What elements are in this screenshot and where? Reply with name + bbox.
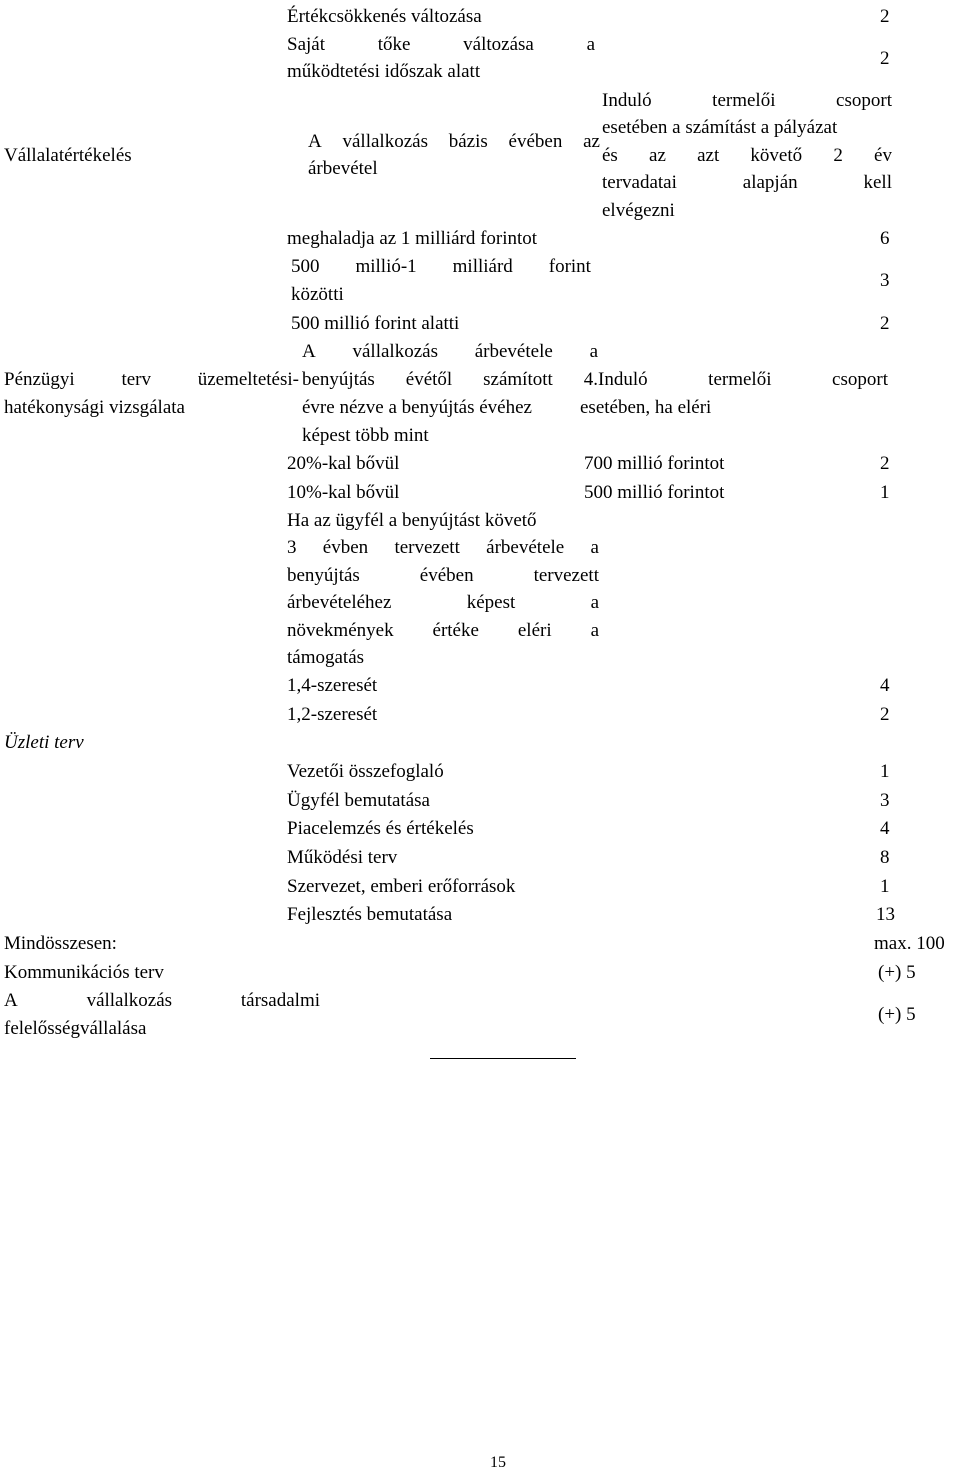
word: növekmények [287, 620, 394, 641]
row-bovul20-score: 2 [880, 453, 890, 474]
word: kell [863, 172, 892, 193]
row-ugyfel-bemutatas-score: 3 [880, 790, 890, 811]
indulo-note-line4 [602, 172, 892, 194]
word: A [308, 131, 322, 152]
total-mindosszesen-value: max. 100 [874, 933, 945, 954]
word: tőke [377, 34, 411, 55]
closing-rule [430, 1058, 576, 1059]
category-penzugyi-line2: hatékonysági vizsgálata [4, 397, 185, 418]
word: millió-1 [355, 256, 417, 277]
row-milliard-felett-score: 6 [880, 228, 890, 249]
word: eléri [517, 620, 552, 641]
word: termelői [708, 369, 772, 390]
word: csoport [832, 369, 888, 390]
word: évétől [405, 369, 453, 390]
indulo-note-line5: elvégezni [602, 200, 675, 221]
word: évben [322, 537, 369, 558]
total-kommunikacios-label: Kommunikációs terv [4, 962, 164, 983]
row-fejlesztes-score: 13 [876, 904, 895, 925]
row-piacelemzes-label: Piacelemzés és értékelés [287, 818, 474, 839]
row-ugyfel-novekmeny-line5 [287, 620, 599, 642]
row-mukodesi-label: Működési terv [287, 847, 398, 868]
word: követő [750, 145, 803, 166]
word: árbevétele [474, 341, 553, 362]
category-penzugyi-line1 [4, 369, 299, 391]
word: terv [121, 369, 151, 390]
word: vállalkozás [342, 131, 428, 152]
row-sajat-toke-line1 [287, 34, 595, 56]
total-tarsadalmi-line1 [4, 990, 320, 1012]
row-szeres12-score: 2 [880, 704, 890, 725]
total-kommunikacios-value: (+) 5 [878, 962, 916, 983]
word: alapján [742, 172, 798, 193]
row-ugyfel-bemutatas-label: Ügyfél bemutatása [287, 790, 430, 811]
row-ugyfel-novekmeny-line1: Ha az ügyfél a benyújtást követő [287, 510, 537, 531]
row-penzugyi-crit-line4: képest több mint [302, 425, 429, 446]
row-vezetoi-score: 1 [880, 761, 890, 782]
row-sajat-toke-score: 2 [880, 48, 890, 69]
word: árbevétele [486, 537, 565, 558]
row-szeres14-score: 4 [880, 675, 890, 696]
row-ugyfel-novekmeny-line4 [287, 592, 599, 614]
word: árbevételéhez [287, 592, 392, 613]
word: és [602, 145, 618, 166]
word: azt [697, 145, 720, 166]
row-szeres14-label: 1,4-szeresét [287, 675, 378, 696]
word: 500 [291, 256, 320, 277]
row-szervezet-label: Szervezet, emberi erőforrások [287, 876, 516, 897]
row-ertekcsokkenes-score: 2 [880, 6, 890, 27]
word: forint [548, 256, 591, 277]
category-vallalatertekeles: Vállalatértékelés [4, 145, 132, 166]
word: a [590, 620, 599, 641]
row-bovul10-score: 1 [880, 482, 890, 503]
row-penzugyi-note-line2: esetében, ha eléri [580, 397, 712, 418]
word: milliárd [452, 256, 513, 277]
row-milliard-felett-label: meghaladja az 1 milliárd forintot [287, 228, 538, 249]
word: csoport [836, 90, 892, 111]
word: az [649, 145, 666, 166]
row-szervezet-score: 1 [880, 876, 890, 897]
word: évében [419, 565, 474, 586]
category-uzleti-terv: Üzleti terv [4, 732, 84, 753]
row-penzugyi-crit-line1 [302, 341, 598, 363]
row-penzugyi-crit-line2 [302, 369, 598, 391]
word: változása [463, 34, 534, 55]
word: számított [483, 369, 553, 390]
indulo-note-line3 [602, 145, 892, 167]
word: a [590, 537, 599, 558]
row-sajat-toke-line2: működtetési időszak alatt [287, 61, 481, 82]
word: tervezett [394, 537, 460, 558]
word: Saját [287, 34, 325, 55]
row-millio-alatt-label: 500 millió forint alatti [291, 313, 460, 334]
row-bovul10-threshold: 500 millió forintot [584, 482, 725, 503]
row-milliard-kozott-score: 3 [880, 270, 890, 291]
row-milliard-kozott-line2: közötti [291, 284, 344, 305]
word: A [302, 341, 316, 362]
word: vállalkozás [86, 990, 173, 1011]
total-mindosszesen-label: Mindösszesen: [4, 933, 117, 954]
row-penzugyi-note-line1 [598, 369, 888, 391]
row-mukodesi-score: 8 [880, 847, 890, 868]
word: üzemeltetési- [197, 369, 299, 390]
row-ugyfel-novekmeny-line6: támogatás [287, 647, 365, 668]
row-bazis-arbevetel-line2: árbevétel [308, 158, 378, 179]
row-vezetoi-label: Vezetői összefoglaló [287, 761, 444, 782]
word: 3 [287, 537, 297, 558]
word: társadalmi [240, 990, 320, 1011]
word: tervadatai [602, 172, 677, 193]
row-bazis-arbevetel-line1 [308, 131, 600, 153]
word: tervezett [533, 565, 599, 586]
word: A [4, 990, 18, 1011]
row-szeres12-label: 1,2-szeresét [287, 704, 378, 725]
row-ugyfel-novekmeny-line2 [287, 537, 599, 559]
word: év [874, 145, 892, 166]
row-milliard-kozott-line1 [291, 256, 591, 278]
row-bovul20-label: 20%-kal bővül [287, 453, 400, 474]
total-tarsadalmi-value: (+) 5 [878, 1004, 916, 1025]
word: Induló [602, 90, 652, 111]
word: Induló [598, 369, 648, 390]
word: az [583, 131, 600, 152]
word: benyújtás [302, 369, 375, 390]
page-number: 15 [490, 1454, 506, 1471]
row-piacelemzes-score: 4 [880, 818, 890, 839]
word: évében [508, 131, 563, 152]
indulo-note-line1 [602, 90, 892, 112]
word: Pénzügyi [4, 369, 75, 390]
row-millio-alatt-score: 2 [880, 313, 890, 334]
row-ugyfel-novekmeny-line3 [287, 565, 599, 587]
word: bázis [448, 131, 488, 152]
total-tarsadalmi-line2: felelősségvállalása [4, 1018, 147, 1039]
indulo-note-line2: esetében a számítást a pályázat [602, 117, 838, 138]
row-penzugyi-crit-line3: évre nézve a benyújtás évéhez [302, 397, 532, 418]
word: termelői [712, 90, 776, 111]
word: a [586, 34, 595, 55]
word: a [589, 341, 598, 362]
word: benyújtás [287, 565, 360, 586]
row-bovul20-threshold: 700 millió forintot [584, 453, 725, 474]
word: a [590, 592, 599, 613]
word: értéke [432, 620, 479, 641]
word: képest [466, 592, 516, 613]
row-bovul10-label: 10%-kal bővül [287, 482, 400, 503]
row-fejlesztes-label: Fejlesztés bemutatása [287, 904, 453, 925]
word: 4. [583, 369, 598, 390]
row-ertekcsokkenes-label: Értékcsökkenés változása [287, 6, 482, 27]
word: vállalkozás [352, 341, 438, 362]
word: 2 [833, 145, 843, 166]
